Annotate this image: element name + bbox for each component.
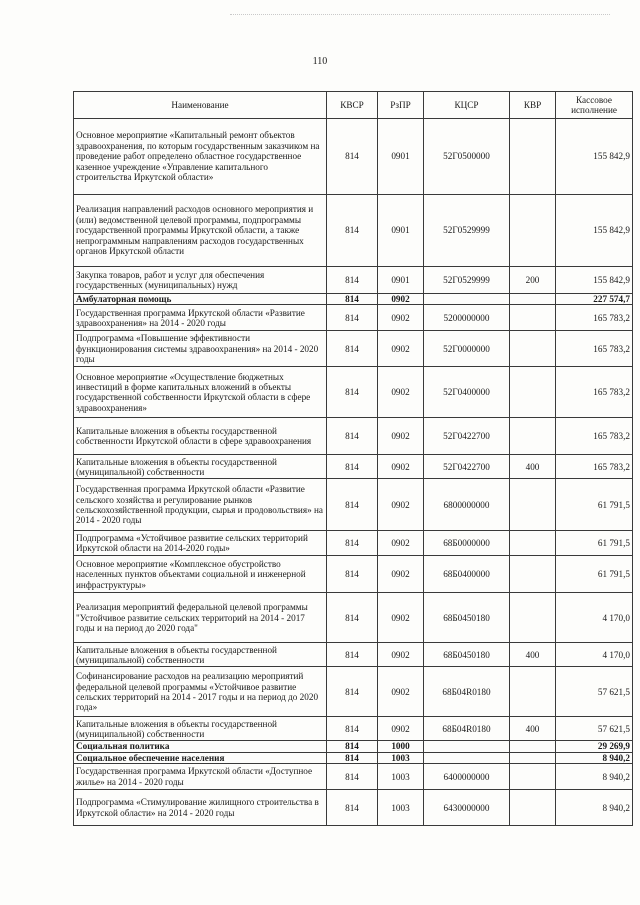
row-kvr-cell bbox=[510, 593, 556, 643]
row-rzpr-cell: 0902 bbox=[378, 717, 424, 741]
row-kvsr-cell: 814 bbox=[327, 479, 378, 531]
row-kvsr-cell: 814 bbox=[327, 717, 378, 741]
page-number: 110 bbox=[312, 56, 328, 67]
row-rzpr-cell: 0902 bbox=[378, 593, 424, 643]
budget-table bbox=[73, 91, 633, 826]
row-kvsr-cell: 814 bbox=[327, 741, 378, 752]
row-name-cell: Государственная программа Иркутской области «Доступное жилье» на 2014 - 2020 годы bbox=[74, 764, 327, 790]
row-name-cell: Капитальные вложения в объекты государственной (муниципальной) собственности bbox=[74, 643, 327, 667]
row-kvr-cell bbox=[510, 531, 556, 556]
header-rzpr: РзПР bbox=[378, 92, 424, 119]
row-amount-cell: 57 621,5 bbox=[556, 717, 633, 741]
row-amount-cell: 227 574,7 bbox=[556, 294, 633, 305]
row-amount-cell: 165 783,2 bbox=[556, 418, 633, 455]
table-row-section bbox=[74, 741, 633, 752]
row-name-cell: Подпрограмма «Устойчивое развитие сельских территорий Иркутской области на 2014-2020 годы» bbox=[74, 531, 327, 556]
row-kvsr-cell: 814 bbox=[327, 764, 378, 790]
row-kcsr-cell: 52Г0000000 bbox=[424, 331, 510, 367]
row-kvr-cell: 400 bbox=[510, 455, 556, 479]
row-kvsr-cell: 814 bbox=[327, 331, 378, 367]
row-kvsr-cell: 814 bbox=[327, 195, 378, 267]
row-rzpr-cell: 0902 bbox=[378, 331, 424, 367]
row-amount-cell: 155 842,9 bbox=[556, 267, 633, 294]
row-rzpr-cell: 1003 bbox=[378, 790, 424, 826]
row-kcsr-cell: 68Б0450180 bbox=[424, 643, 510, 667]
table-row bbox=[74, 479, 633, 531]
row-rzpr-cell: 0902 bbox=[378, 305, 424, 331]
row-rzpr-cell: 0902 bbox=[378, 367, 424, 418]
row-kvsr-cell: 814 bbox=[327, 294, 378, 305]
row-kvsr-cell: 814 bbox=[327, 267, 378, 294]
row-amount-cell: 165 783,2 bbox=[556, 331, 633, 367]
scan-artifact bbox=[230, 14, 610, 19]
row-kvsr-cell: 814 bbox=[327, 455, 378, 479]
table-row bbox=[74, 667, 633, 717]
row-kcsr-cell: 6800000000 bbox=[424, 479, 510, 531]
row-kcsr-cell: 6400000000 bbox=[424, 764, 510, 790]
header-amount: Кассовое исполнение bbox=[556, 92, 633, 119]
row-name-cell: Основное мероприятие «Осуществление бюджетных инвестиций в форме капитальных вложений в объекты государственной собственности Иркутской области в сфере здравоохранения» bbox=[74, 367, 327, 418]
row-kvsr-cell: 814 bbox=[327, 367, 378, 418]
row-kvr-cell bbox=[510, 479, 556, 531]
row-kvr-cell bbox=[510, 418, 556, 455]
row-kvsr-cell: 814 bbox=[327, 752, 378, 763]
row-rzpr-cell: 0901 bbox=[378, 267, 424, 294]
row-kvsr-cell: 814 bbox=[327, 593, 378, 643]
table-row bbox=[74, 195, 633, 267]
table-row bbox=[74, 593, 633, 643]
row-name-cell: Капитальные вложения в объекты государственной (муниципальной) собственности bbox=[74, 717, 327, 741]
header-kvsr: КВСР bbox=[327, 92, 378, 119]
row-name-cell: Капитальные вложения в объекты государственной собственности Иркутской области в сфере здравоохранения bbox=[74, 418, 327, 455]
row-name-cell: Амбулаторная помощь bbox=[74, 294, 327, 305]
row-kvsr-cell: 814 bbox=[327, 305, 378, 331]
row-kcsr-cell: 52Г0500000 bbox=[424, 119, 510, 195]
row-kcsr-cell: 5200000000 bbox=[424, 305, 510, 331]
row-kcsr-cell: 68Б0450180 bbox=[424, 593, 510, 643]
table-row-section bbox=[74, 752, 633, 763]
row-rzpr-cell: 0902 bbox=[378, 531, 424, 556]
row-kvsr-cell: 814 bbox=[327, 418, 378, 455]
row-rzpr-cell: 0901 bbox=[378, 119, 424, 195]
table-row bbox=[74, 764, 633, 790]
row-name-cell: Социальная политика bbox=[74, 741, 327, 752]
row-kvr-cell bbox=[510, 556, 556, 593]
row-kvr-cell: 400 bbox=[510, 643, 556, 667]
row-amount-cell: 165 783,2 bbox=[556, 455, 633, 479]
row-amount-cell: 29 269,9 bbox=[556, 741, 633, 752]
table-row bbox=[74, 367, 633, 418]
row-name-cell: Закупка товаров, работ и услуг для обеспечения государственных (муниципальных) нужд bbox=[74, 267, 327, 294]
table-header-row bbox=[74, 92, 633, 119]
row-amount-cell: 8 940,2 bbox=[556, 764, 633, 790]
row-kcsr-cell: 52Г0422700 bbox=[424, 455, 510, 479]
row-amount-cell: 61 791,5 bbox=[556, 531, 633, 556]
row-kcsr-cell bbox=[424, 752, 510, 763]
row-amount-cell: 8 940,2 bbox=[556, 790, 633, 826]
row-kvr-cell bbox=[510, 752, 556, 763]
row-amount-cell: 8 940,2 bbox=[556, 752, 633, 763]
row-kvsr-cell: 814 bbox=[327, 667, 378, 717]
row-name-cell: Социальное обеспечение населения bbox=[74, 752, 327, 763]
row-kcsr-cell: 68Б0400000 bbox=[424, 556, 510, 593]
row-amount-cell: 57 621,5 bbox=[556, 667, 633, 717]
row-kvr-cell bbox=[510, 741, 556, 752]
row-kvr-cell bbox=[510, 367, 556, 418]
row-kcsr-cell: 6430000000 bbox=[424, 790, 510, 826]
row-amount-cell: 155 842,9 bbox=[556, 119, 633, 195]
row-kcsr-cell: 68Б0000000 bbox=[424, 531, 510, 556]
row-kvr-cell bbox=[510, 331, 556, 367]
row-kcsr-cell: 68Б04R0180 bbox=[424, 717, 510, 741]
row-kvr-cell bbox=[510, 305, 556, 331]
row-amount-cell: 4 170,0 bbox=[556, 643, 633, 667]
row-amount-cell: 61 791,5 bbox=[556, 556, 633, 593]
row-amount-cell: 155 842,9 bbox=[556, 195, 633, 267]
table-row bbox=[74, 119, 633, 195]
row-kvr-cell bbox=[510, 790, 556, 826]
row-rzpr-cell: 1003 bbox=[378, 752, 424, 763]
row-amount-cell: 4 170,0 bbox=[556, 593, 633, 643]
row-kvr-cell: 400 bbox=[510, 717, 556, 741]
row-rzpr-cell: 0902 bbox=[378, 643, 424, 667]
table-row bbox=[74, 305, 633, 331]
row-rzpr-cell: 0902 bbox=[378, 418, 424, 455]
row-name-cell: Государственная программа Иркутской области «Развитие сельского хозяйства и регулирование рынков сельскохозяйственной продукции, сырья и продовольствия» на 2014 - 2020 годы bbox=[74, 479, 327, 531]
row-rzpr-cell: 1003 bbox=[378, 764, 424, 790]
table-row bbox=[74, 717, 633, 741]
row-kcsr-cell: 68Б04R0180 bbox=[424, 667, 510, 717]
header-name: Наименование bbox=[74, 92, 327, 119]
row-name-cell: Государственная программа Иркутской области «Развитие здравоохранения» на 2014 - 2020 годы bbox=[74, 305, 327, 331]
row-kvr-cell bbox=[510, 195, 556, 267]
row-rzpr-cell: 1000 bbox=[378, 741, 424, 752]
table-row bbox=[74, 455, 633, 479]
table-row bbox=[74, 643, 633, 667]
row-rzpr-cell: 0902 bbox=[378, 479, 424, 531]
row-rzpr-cell: 0901 bbox=[378, 195, 424, 267]
row-name-cell: Капитальные вложения в объекты государственной (муниципальной) собственности bbox=[74, 455, 327, 479]
row-kvr-cell bbox=[510, 764, 556, 790]
row-kvsr-cell: 814 bbox=[327, 531, 378, 556]
row-name-cell: Реализация мероприятий федеральной целевой программы "Устойчивое развитие сельских территорий на 2014 - 2017 годы и на период до 2020 года" bbox=[74, 593, 327, 643]
row-amount-cell: 61 791,5 bbox=[556, 479, 633, 531]
row-amount-cell: 165 783,2 bbox=[556, 367, 633, 418]
row-kvsr-cell: 814 bbox=[327, 790, 378, 826]
row-kvr-cell bbox=[510, 667, 556, 717]
row-kcsr-cell bbox=[424, 741, 510, 752]
row-kvsr-cell: 814 bbox=[327, 119, 378, 195]
table-row bbox=[74, 267, 633, 294]
row-rzpr-cell: 0902 bbox=[378, 667, 424, 717]
header-kvr: КВР bbox=[510, 92, 556, 119]
header-kcsr: КЦСР bbox=[424, 92, 510, 119]
row-amount-cell: 165 783,2 bbox=[556, 305, 633, 331]
table-row bbox=[74, 331, 633, 367]
row-kvsr-cell: 814 bbox=[327, 643, 378, 667]
row-name-cell: Подпрограмма «Стимулирование жилищного строительства в Иркутской области» на 2014 - 2020 годы bbox=[74, 790, 327, 826]
table-row bbox=[74, 531, 633, 556]
row-kcsr-cell: 52Г0529999 bbox=[424, 267, 510, 294]
row-name-cell: Основное мероприятие «Комплексное обустройство населенных пунктов объектами социальной и инженерной инфраструктуры» bbox=[74, 556, 327, 593]
row-kvr-cell bbox=[510, 119, 556, 195]
row-kvr-cell: 200 bbox=[510, 267, 556, 294]
row-rzpr-cell: 0902 bbox=[378, 294, 424, 305]
row-name-cell: Софинансирование расходов на реализацию мероприятий федеральной целевой программы «Устойчивое развитие сельских территорий на 2014 - 2017 годы и на период до 2020 года» bbox=[74, 667, 327, 717]
row-name-cell: Подпрограмма «Повышение эффективности функционирования системы здравоохранения» на 2014 - 2020 годы bbox=[74, 331, 327, 367]
row-name-cell: Реализация направлений расходов основного мероприятия и (или) ведомственной целевой программы, подпрограммы государственной программы Иркутской области, а также непрограммным направлениям расходов государственных органов Иркутской области bbox=[74, 195, 327, 267]
row-rzpr-cell: 0902 bbox=[378, 455, 424, 479]
table-row-section bbox=[74, 294, 633, 305]
row-kvr-cell bbox=[510, 294, 556, 305]
row-kcsr-cell: 52Г0529999 bbox=[424, 195, 510, 267]
row-kvsr-cell: 814 bbox=[327, 556, 378, 593]
table-row bbox=[74, 556, 633, 593]
row-kcsr-cell: 52Г0400000 bbox=[424, 367, 510, 418]
row-rzpr-cell: 0902 bbox=[378, 556, 424, 593]
row-name-cell: Основное мероприятие «Капитальный ремонт объектов здравоохранения, по которым государственным заказчиком на проведение работ определено областное государственное казенное учреждение «Управление капитального строительства Иркутской области» bbox=[74, 119, 327, 195]
row-kcsr-cell: 52Г0422700 bbox=[424, 418, 510, 455]
table-row bbox=[74, 790, 633, 826]
row-kcsr-cell bbox=[424, 294, 510, 305]
table-row bbox=[74, 418, 633, 455]
